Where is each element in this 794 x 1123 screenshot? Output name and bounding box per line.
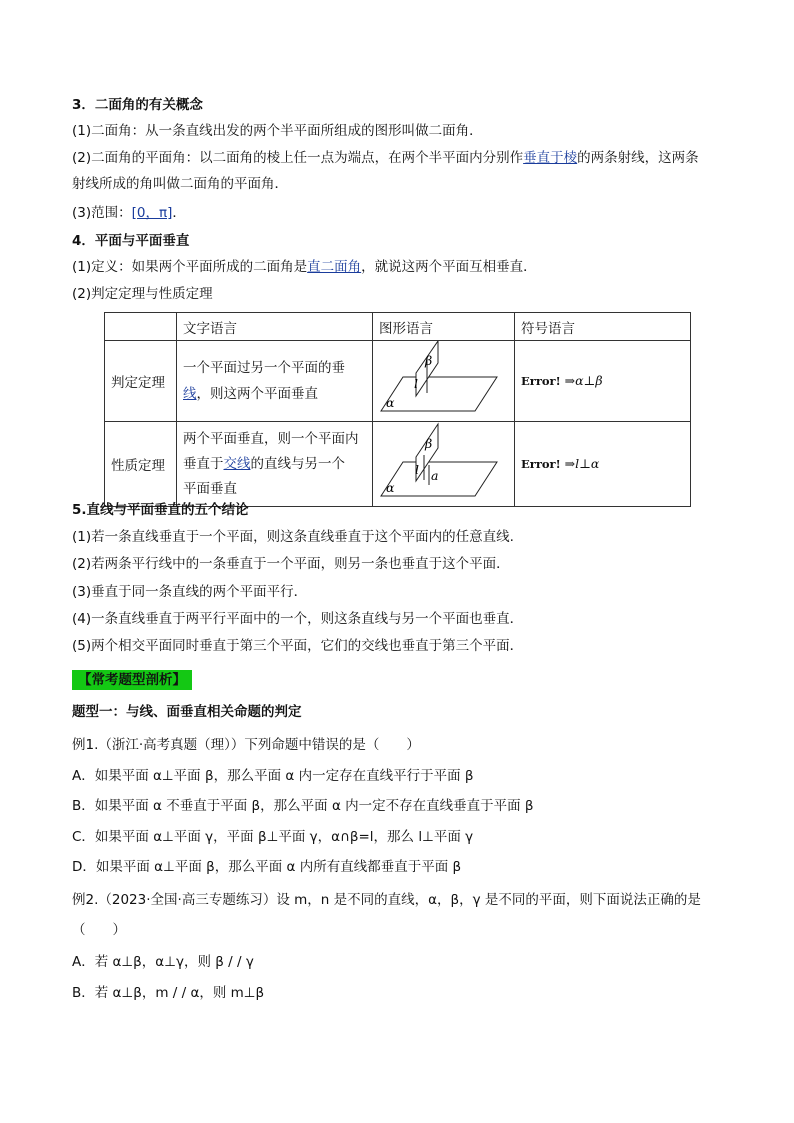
text-run: (3)范围： (72, 205, 132, 221)
l-label: l (415, 462, 419, 477)
sec4-item-2: (2)判定定理与性质定理 (72, 286, 213, 302)
text-run: 的两条射线，这两条 (577, 150, 699, 166)
text-run: 两个平面垂直，则一个平面内 (183, 430, 359, 447)
underlined-answer: 直二面角 (307, 259, 362, 275)
sec3-item-2 (72, 149, 699, 167)
perpendicular-planes-figure (373, 422, 514, 502)
header-cell: 符号语言 (515, 313, 691, 341)
example-2-stem: 例2.（2023·全国·高三专题练习）设 m，n 是不同的直线，α，β，γ 是不同的平面，则下面说法正确的是 (72, 892, 701, 908)
text-language-cell (177, 341, 373, 422)
section-tag: 【常考题型剖析】 (72, 670, 192, 690)
sec3-item-3 (72, 204, 186, 222)
sec3-item-2-cont: 射线所成的角叫做二面角的平面角． (72, 176, 288, 192)
underlined-answer: 线 (183, 386, 197, 402)
text-run: (2)二面角的平面角：以二面角的棱上任一点为端点，在两个半平面内分别作 (72, 150, 524, 166)
alpha-label: α (386, 395, 395, 410)
header-cell: 文字语言 (177, 313, 373, 341)
text-language-cell (177, 422, 373, 507)
example-2-option-b: B．若 α⊥β，m / / α，则 m⊥β (72, 985, 265, 1001)
example-2-paren: （ ） (72, 922, 126, 938)
sec5-item: (3)垂直于同一条直线的两个平面平行． (72, 584, 308, 600)
error-text: Error! (521, 457, 561, 471)
sec5-item: (5)两个相交平面同时垂直于第三个平面，它们的交线也垂直于第三个平面． (72, 638, 524, 654)
header-cell (105, 313, 177, 341)
symbol-expression: ⇒l⊥α (560, 456, 600, 471)
text-run: 一个平面过另一个平面的垂 (183, 360, 345, 376)
row-label: 判定定理 (105, 341, 177, 422)
example-1-option-d: D．如果平面 α⊥平面 β，那么平面 α 内所有直线都垂直于平面 β (72, 859, 462, 875)
sec3-item-1: (1)二面角：从一条直线出发的两个半平面所组成的图形叫做二面角． (72, 123, 483, 139)
alpha-label: α (386, 480, 395, 495)
symbol-language-cell (515, 422, 691, 507)
example-1-option-a: A．如果平面 α⊥平面 β，那么平面 α 内一定存在直线平行于平面 β (72, 768, 474, 784)
sec4-item-1 (72, 258, 537, 276)
table-header-row (105, 313, 691, 341)
symbol-language-cell (515, 341, 691, 422)
sec5-item: (2)若两条平行线中的一条垂直于一个平面，则另一条也垂直于这个平面． (72, 556, 510, 572)
header-cell: 图形语言 (373, 313, 515, 341)
perpendicular-planes-figure (373, 341, 514, 417)
text-run: 垂直于 (183, 455, 224, 472)
table-row-property (105, 422, 691, 507)
text-run: 平面垂直 (183, 480, 237, 497)
example-2-option-a: A．若 α⊥β，α⊥γ，则 β / / γ (72, 954, 254, 970)
text-run: ，就说这两个平面互相垂直． (361, 259, 537, 275)
symbol-expression: ⇒α⊥β (560, 373, 603, 388)
underlined-answer: 垂直于棱 (523, 150, 578, 166)
underlined-answer: [0，π] (131, 205, 173, 221)
text-run: ． (172, 205, 186, 221)
l-label: l (414, 376, 418, 391)
beta-label: β (425, 436, 433, 451)
figure-cell (373, 341, 515, 422)
example-1-option-b: B．如果平面 α 不垂直于平面 β，那么平面 α 内一定不存在直线垂直于平面 β (72, 798, 534, 814)
theorem-table (104, 312, 691, 507)
a-label: a (431, 468, 439, 483)
section-3-title: 3．二面角的有关概念 (72, 97, 203, 113)
error-text: Error! (521, 374, 561, 388)
text-run: 的直线与另一个 (250, 455, 345, 472)
example-1-option-c: C．如果平面 α⊥平面 γ，平面 β⊥平面 γ，α∩β=l，那么 l⊥平面 γ (72, 829, 474, 845)
sec5-item: (1)若一条直线垂直于一个平面，则这条直线垂直于这个平面内的任意直线. (72, 529, 514, 545)
section-4-title: 4．平面与平面垂直 (72, 233, 190, 249)
table-row-criterion (105, 341, 691, 422)
example-1-stem: 例1.（浙江·高考真题（理））下列命题中错误的是（ ） (72, 737, 420, 753)
underlined-answer: 交线 (223, 455, 251, 472)
question-type-title: 题型一：与线、面垂直相关命题的判定 (72, 704, 302, 720)
row-label: 性质定理 (105, 422, 177, 507)
section-5-title: 5.直线与平面垂直的五个结论 (72, 502, 249, 518)
text-run: ，则这两个平面垂直 (196, 386, 318, 402)
figure-cell (373, 422, 515, 507)
text-run: (1)定义：如果两个平面所成的二面角是 (72, 259, 308, 275)
sec5-item: (4)一条直线垂直于两平行平面中的一个，则这条直线与另一个平面也垂直． (72, 611, 524, 627)
beta-label: β (425, 353, 433, 368)
